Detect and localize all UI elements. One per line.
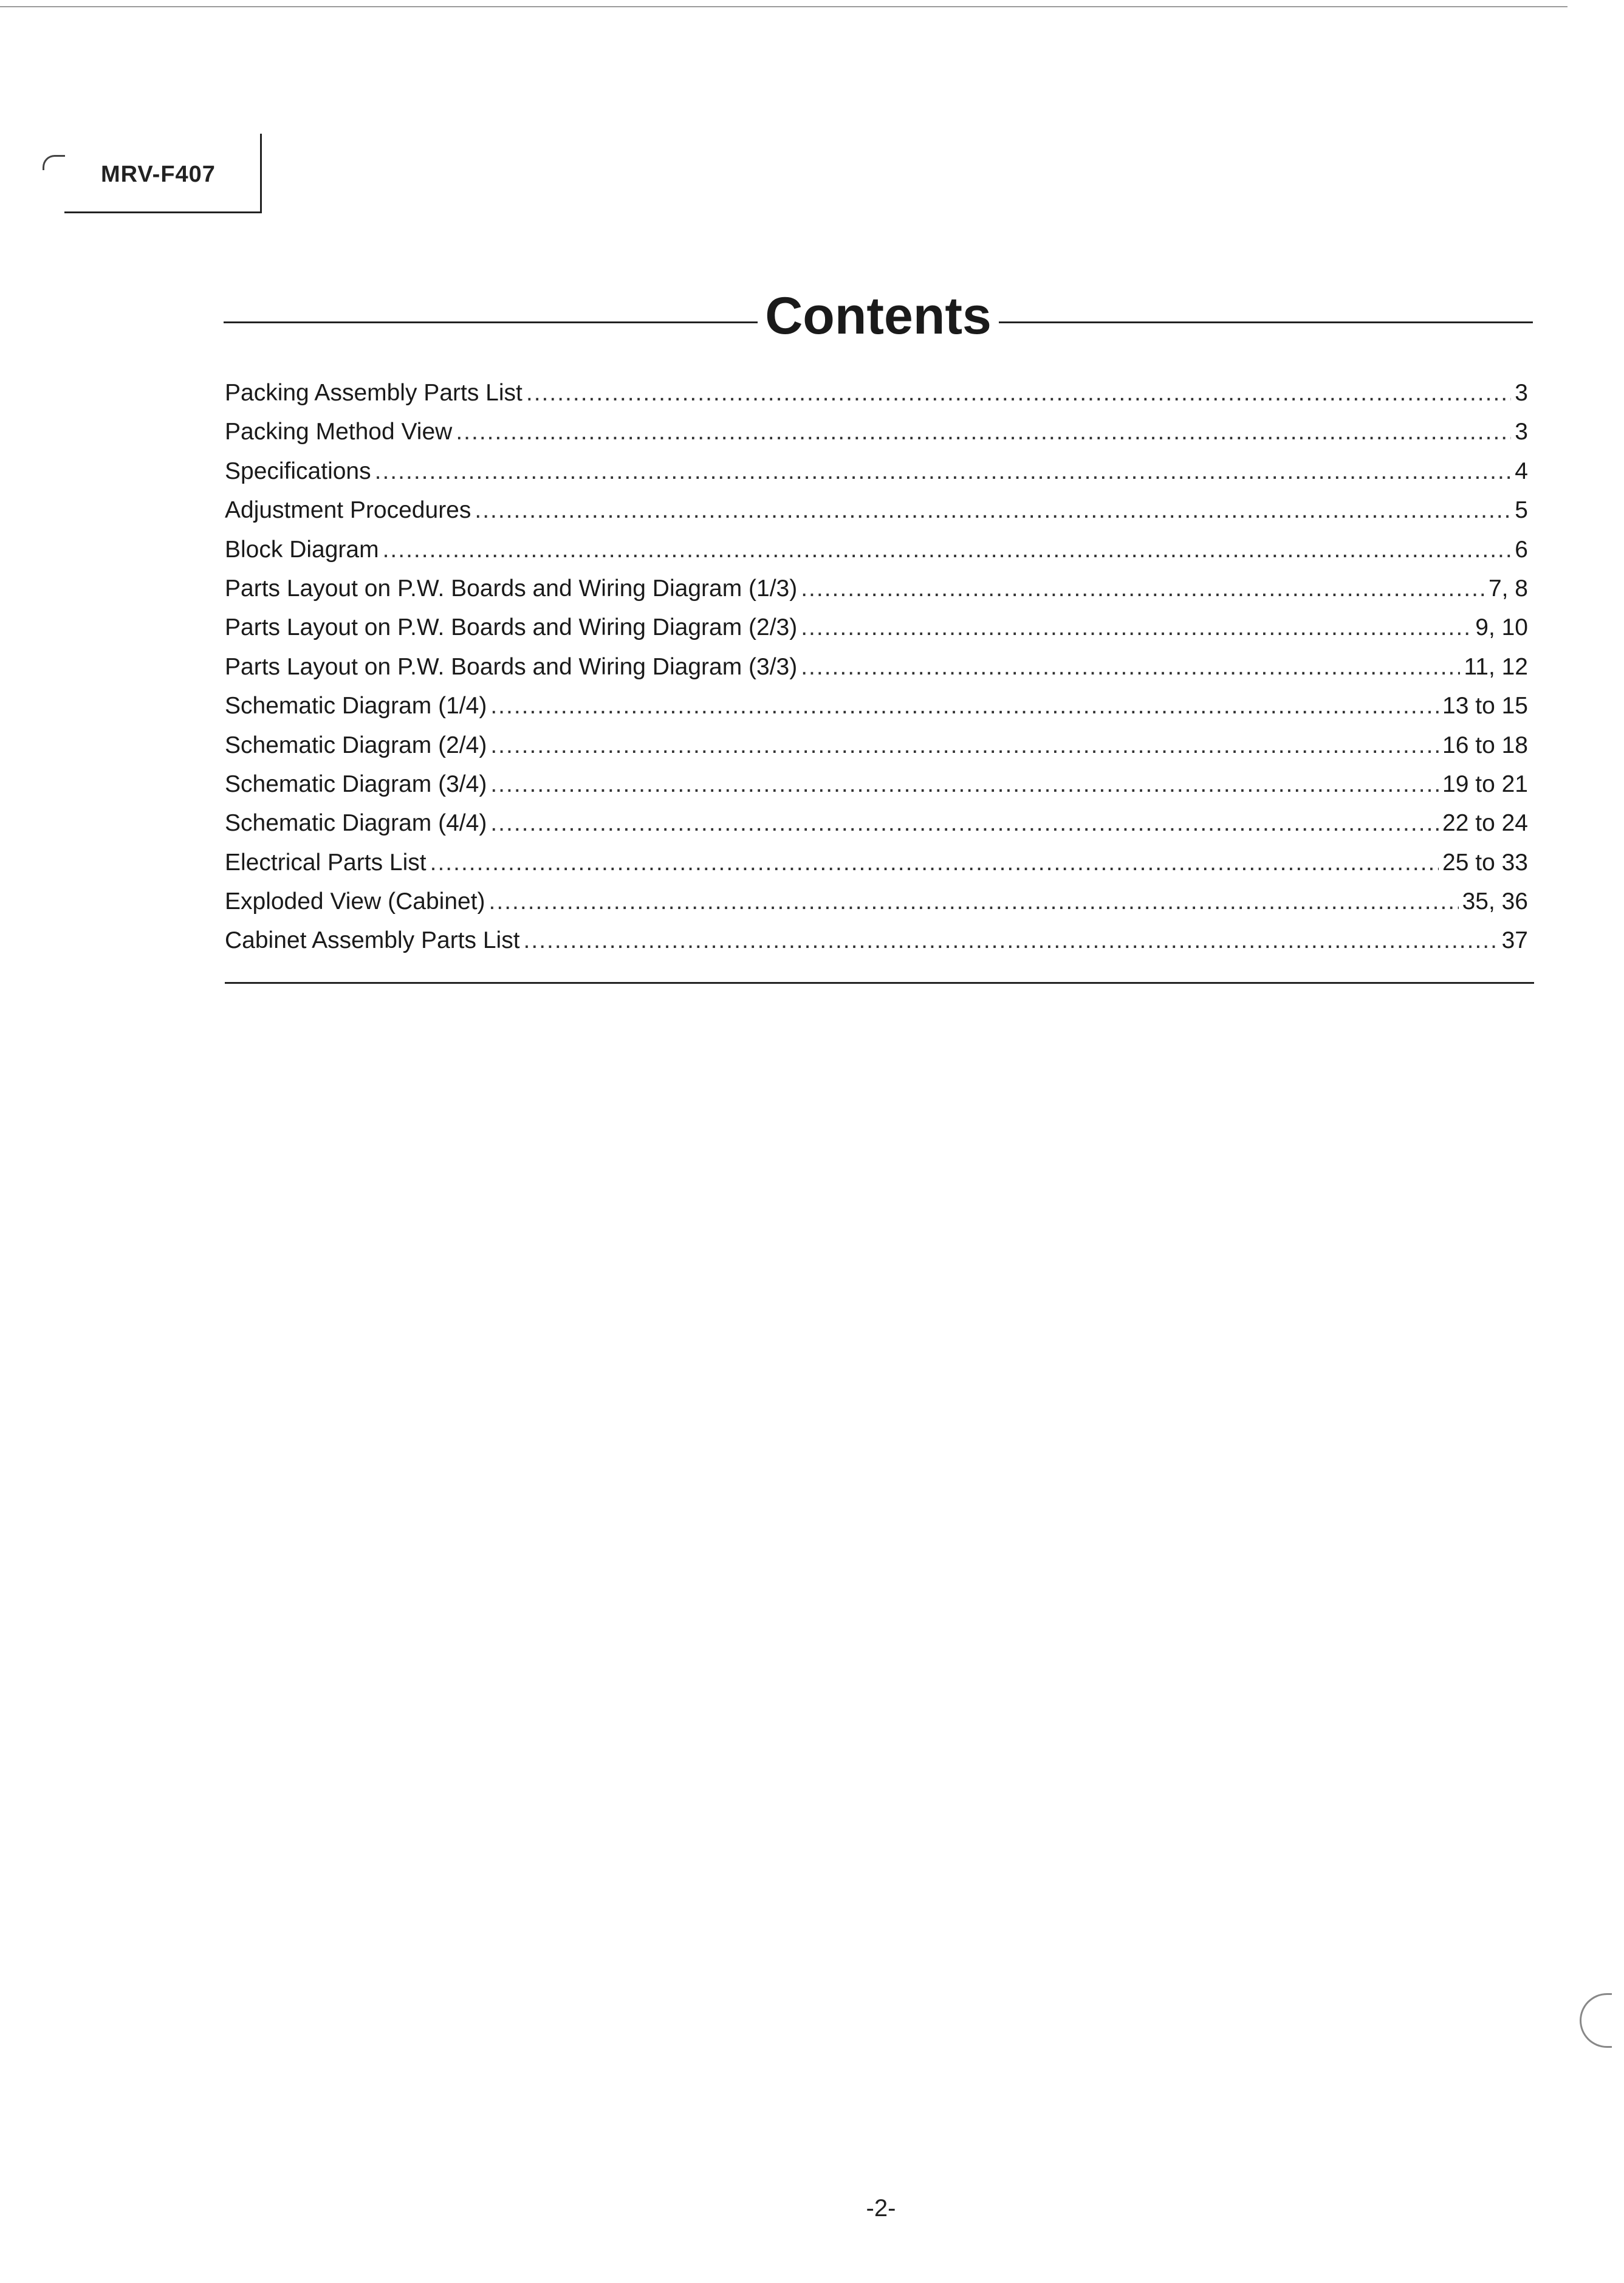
toc-entry-title: Adjustment Procedures xyxy=(225,497,471,524)
toc-entry-page: 13 to 15 xyxy=(1442,693,1528,719)
toc-entry-title: Cabinet Assembly Parts List xyxy=(225,927,520,954)
toc-entry xyxy=(225,419,1528,458)
toc-dot-leader xyxy=(490,732,1439,759)
toc-entry-page: 7, 8 xyxy=(1488,575,1528,602)
toc-entry-title: Electrical Parts List xyxy=(225,849,427,876)
toc-entry-title: Schematic Diagram (4/4) xyxy=(225,810,487,837)
toc-entry-title: Parts Layout on P.W. Boards and Wiring Diagram (2/3) xyxy=(225,614,798,641)
binding-hole-mark xyxy=(1580,1993,1612,2048)
toc-entry xyxy=(225,575,1528,614)
toc-dot-leader xyxy=(490,810,1439,837)
toc-entry-page: 37 xyxy=(1501,927,1528,954)
toc-entry-page: 5 xyxy=(1515,497,1528,524)
contents-title-row xyxy=(224,276,1533,355)
toc-entry xyxy=(225,850,1528,888)
toc-entry-page: 22 to 24 xyxy=(1442,810,1528,837)
toc-entry-page: 6 xyxy=(1515,536,1528,563)
toc-entry xyxy=(225,614,1528,653)
page-number: -2- xyxy=(866,2195,896,2222)
toc-entry-title: Schematic Diagram (2/4) xyxy=(225,732,487,758)
toc-entry-page: 25 to 33 xyxy=(1442,849,1528,876)
toc-entry-page: 35, 36 xyxy=(1462,888,1528,915)
corner-mark xyxy=(43,155,65,170)
toc-dot-leader xyxy=(490,693,1439,719)
title-rule-left xyxy=(224,321,758,323)
scan-top-rule xyxy=(0,6,1567,7)
toc-entry-title: Exploded View (Cabinet) xyxy=(225,888,485,915)
toc-dot-leader xyxy=(383,537,1512,563)
model-header-box xyxy=(64,134,262,213)
page-title: Contents xyxy=(765,286,992,345)
toc-entry-title: Parts Layout on P.W. Boards and Wiring Diagram (1/3) xyxy=(225,575,798,602)
toc-entry-page: 16 to 18 xyxy=(1442,732,1528,758)
toc-entry-title: Packing Method View xyxy=(225,419,453,445)
toc-dot-leader xyxy=(475,497,1511,524)
toc-entry-page: 3 xyxy=(1515,380,1528,406)
toc-entry-page: 4 xyxy=(1515,458,1528,484)
toc-dot-leader xyxy=(801,654,1460,681)
toc-dot-leader xyxy=(430,850,1439,876)
toc-entry-page: 19 to 21 xyxy=(1442,771,1528,797)
toc-dot-leader xyxy=(526,380,1511,407)
toc-entry xyxy=(225,654,1528,693)
toc-entry-title: Packing Assembly Parts List xyxy=(225,380,522,406)
contents-bottom-rule xyxy=(225,982,1534,984)
toc-dot-leader xyxy=(456,419,1511,445)
toc-entry xyxy=(225,458,1528,497)
toc-entry xyxy=(225,810,1528,849)
table-of-contents xyxy=(225,380,1528,967)
toc-dot-leader xyxy=(801,575,1485,602)
toc-dot-leader xyxy=(524,927,1498,954)
toc-entry-page: 9, 10 xyxy=(1475,614,1528,641)
toc-entry-title: Schematic Diagram (3/4) xyxy=(225,771,487,797)
toc-entry xyxy=(225,380,1528,419)
toc-entry xyxy=(225,732,1528,771)
toc-dot-leader xyxy=(489,888,1459,915)
toc-entry xyxy=(225,771,1528,810)
toc-entry xyxy=(225,888,1528,927)
toc-dot-leader xyxy=(801,614,1472,641)
toc-dot-leader xyxy=(375,458,1512,485)
toc-dot-leader xyxy=(490,771,1439,798)
toc-entry xyxy=(225,497,1528,536)
toc-entry-page: 3 xyxy=(1515,419,1528,445)
toc-entry xyxy=(225,927,1528,966)
toc-entry-title: Block Diagram xyxy=(225,536,379,563)
toc-entry xyxy=(225,693,1528,732)
toc-entry-title: Schematic Diagram (1/4) xyxy=(225,693,487,719)
toc-entry-title: Parts Layout on P.W. Boards and Wiring Diagram (3/3) xyxy=(225,653,798,680)
toc-entry-title: Specifications xyxy=(225,458,371,484)
toc-entry xyxy=(225,537,1528,575)
toc-entry-page: 11, 12 xyxy=(1464,653,1528,680)
title-rule-right xyxy=(999,321,1533,323)
model-number: MRV-F407 xyxy=(101,162,216,187)
